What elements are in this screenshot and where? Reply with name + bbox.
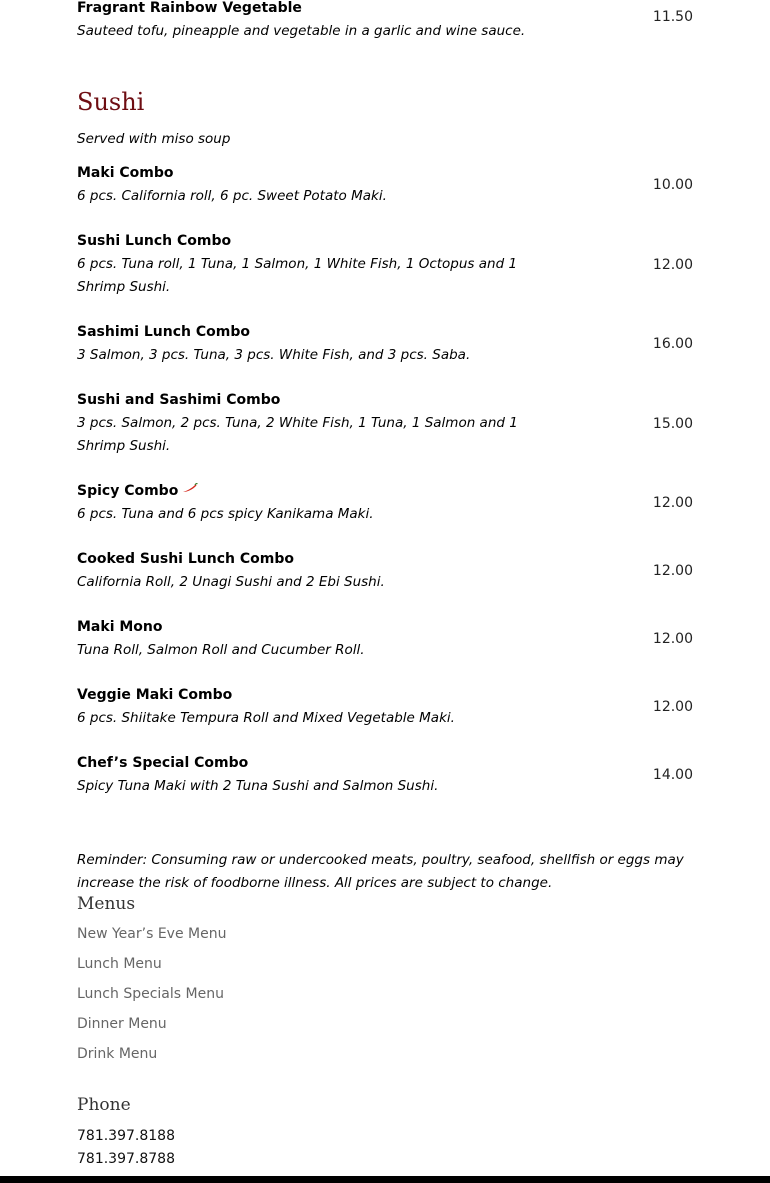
item-name: Chef’s Special Combo [77, 755, 249, 771]
item-name: Sushi and Sashimi Combo [77, 392, 281, 408]
item-description: 6 pcs. California roll, 6 pc. Sweet Potato Maki. [77, 188, 387, 204]
item-price: 16.00 [652, 336, 693, 352]
item-name: Sashimi Lunch Combo [77, 324, 251, 340]
item-description: California Roll, 2 Unagi Sushi and 2 Ebi Sushi. [77, 574, 385, 590]
item-description: Spicy Tuna Maki with 2 Tuna Sushi and Salmon Sushi. [77, 778, 439, 794]
menu-link-new-years-eve[interactable]: New Year’s Eve Menu [77, 926, 227, 942]
item-description: Sauteed tofu, pineapple and vegetable in a garlic and wine sauce. [77, 23, 526, 39]
item-name: Maki Mono [77, 619, 163, 635]
item-name: Fragrant Rainbow Vegetable [77, 0, 302, 16]
menu-link-drink[interactable]: Drink Menu [77, 1046, 158, 1062]
item-name: Cooked Sushi Lunch Combo [77, 551, 294, 567]
item-price: 14.00 [652, 767, 693, 783]
item-price: 15.00 [652, 416, 693, 432]
item-price: 12.00 [652, 495, 693, 511]
phone-number[interactable]: 781.397.8788 [77, 1151, 175, 1167]
item-description: 3 Salmon, 3 pcs. Tuna, 3 pcs. White Fish, and 3 pcs. Saba. [77, 347, 471, 363]
menu-link-dinner[interactable]: Dinner Menu [77, 1016, 167, 1032]
menus-widget-title: Menus [77, 894, 136, 914]
section-title-sushi: Sushi [77, 88, 145, 116]
item-price: 10.00 [652, 177, 693, 193]
item-name: Maki Combo [77, 165, 174, 181]
phone-widget-title: Phone [77, 1095, 131, 1115]
item-name: Spicy Combo [77, 483, 179, 499]
menu-link-lunch-specials[interactable]: Lunch Specials Menu [77, 986, 224, 1002]
item-description: Tuna Roll, Salmon Roll and Cucumber Roll. [77, 642, 365, 658]
item-price: 11.50 [652, 9, 693, 25]
item-price: 12.00 [652, 631, 693, 647]
item-name-row [77, 482, 198, 500]
item-price: 12.00 [652, 257, 693, 273]
item-description: 6 pcs. Tuna and 6 pcs spicy Kanikama Maki. [77, 506, 374, 522]
item-name: Veggie Maki Combo [77, 687, 233, 703]
footer-bar [0, 1176, 770, 1183]
phone-number[interactable]: 781.397.8188 [77, 1128, 175, 1144]
menu-link-lunch[interactable]: Lunch Menu [77, 956, 162, 972]
item-description: 6 pcs. Tuna roll, 1 Tuna, 1 Salmon, 1 White Fish, 1 Octopus and 1 Shrimp Sushi. [77, 256, 518, 295]
item-description: 6 pcs. Shiitake Tempura Roll and Mixed Vegetable Maki. [77, 710, 455, 726]
item-price: 12.00 [652, 699, 693, 715]
phone-numbers [77, 1125, 175, 1171]
item-description: 3 pcs. Salmon, 2 pcs. Tuna, 2 White Fish, 1 Tuna, 1 Salmon and 1 Shrimp Sushi. [77, 415, 518, 454]
section-subtitle: Served with miso soup [77, 131, 231, 147]
chili-pepper-icon [182, 483, 198, 493]
menus-link-list [77, 924, 226, 1074]
item-price: 12.00 [652, 563, 693, 579]
allergy-reminder: Reminder: Consuming raw or undercooked meats, poultry, seafood, shellfish or eggs may increase the risk of foodborne illness. All prices are subject to change. [77, 852, 684, 891]
item-name: Sushi Lunch Combo [77, 233, 232, 249]
